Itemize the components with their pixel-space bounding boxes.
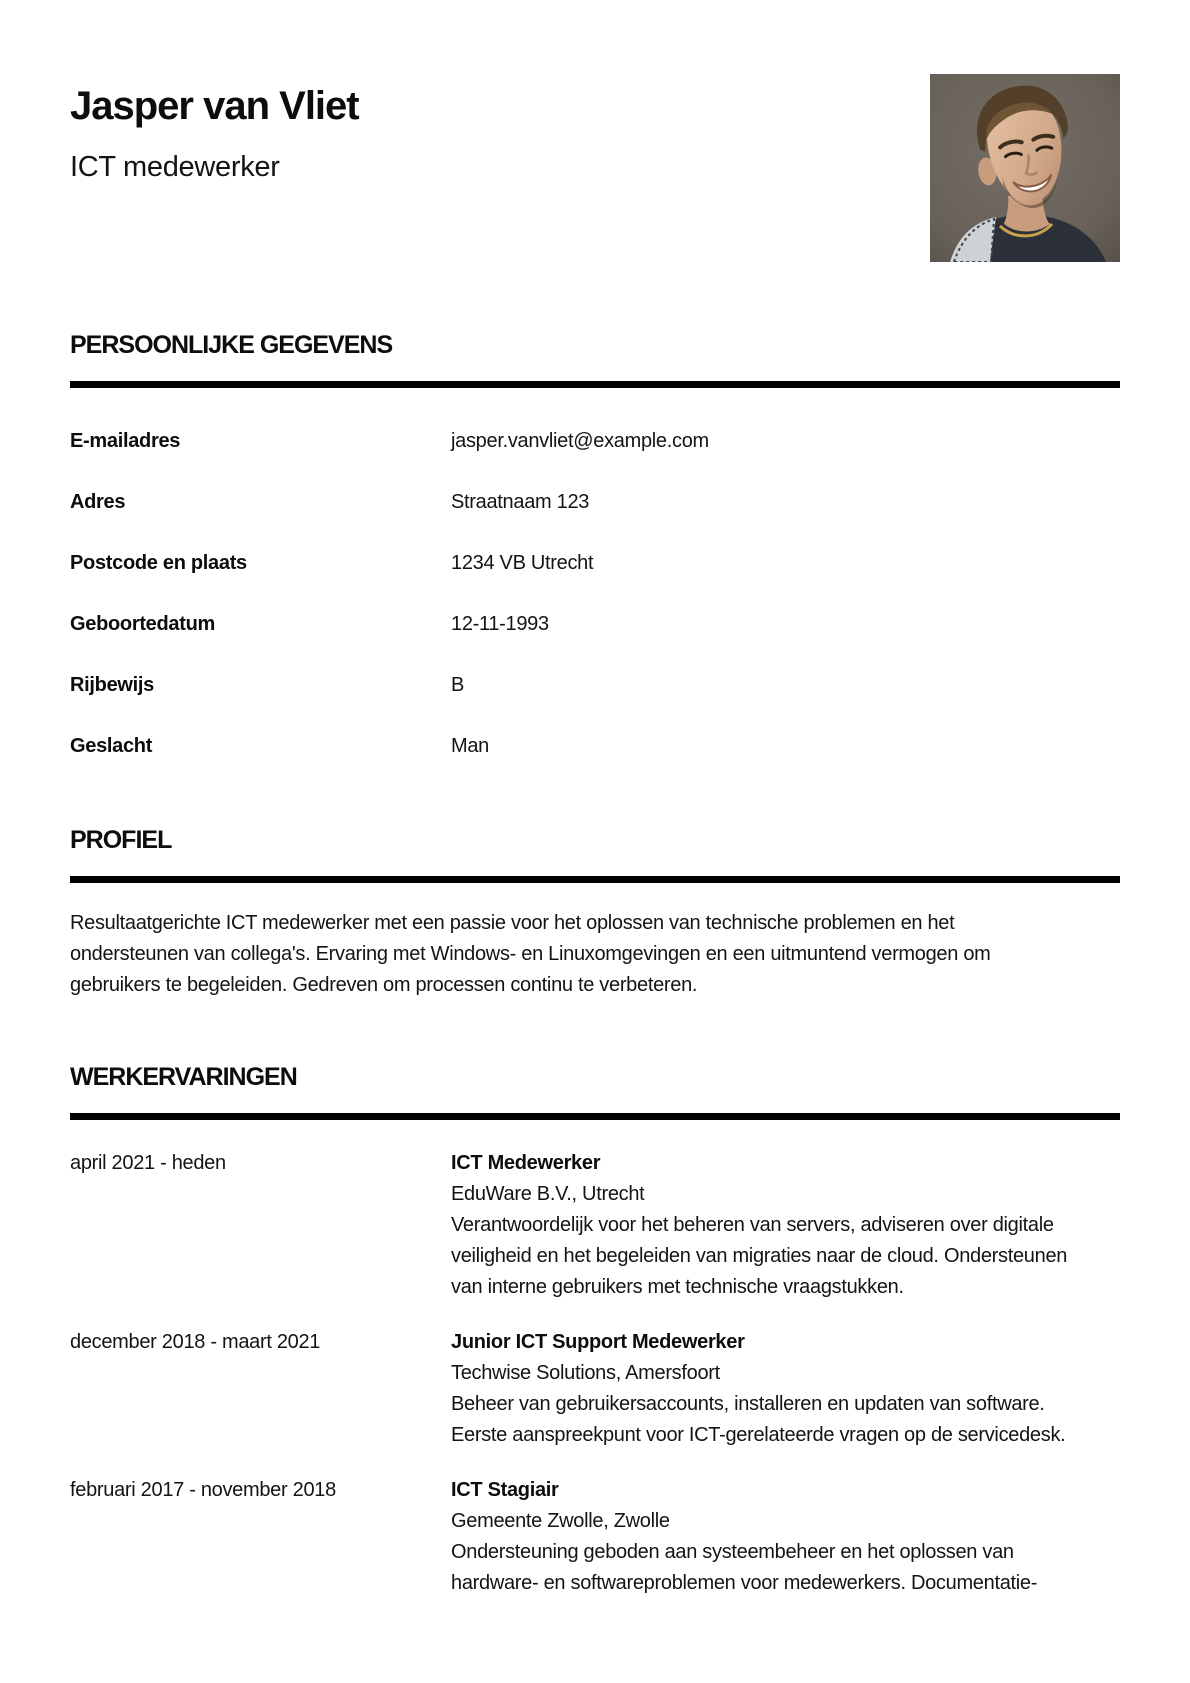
section-heading-profile: PROFIEL — [70, 826, 172, 854]
work-entry — [70, 1475, 1120, 1599]
work-details — [451, 1475, 1120, 1599]
work-company: Techwise Solutions, Amersfoort — [451, 1362, 720, 1384]
work-period: december 2018 - maart 2021 — [70, 1331, 321, 1353]
detail-label: E-mailadres — [70, 430, 181, 452]
detail-value: 12-11-1993 — [451, 613, 549, 635]
personal-details-list — [70, 429, 1120, 758]
portrait-photo — [930, 74, 1120, 262]
work-details — [451, 1148, 1120, 1303]
work-entry — [70, 1327, 1120, 1451]
section-rule — [70, 1113, 1120, 1120]
work-description — [451, 1389, 1120, 1451]
detail-label: Geslacht — [70, 735, 153, 757]
description-line: hardware- en softwareproblemen voor medewerkers. Documentatie- — [451, 1572, 1038, 1594]
work-period: april 2021 - heden — [70, 1152, 226, 1174]
work-entry — [70, 1148, 1120, 1303]
work-details — [451, 1327, 1120, 1451]
detail-value: 1234 VB Utrecht — [451, 552, 594, 574]
work-period: februari 2017 - november 2018 — [70, 1479, 336, 1501]
detail-row — [70, 673, 1120, 697]
work-company: EduWare B.V., Utrecht — [451, 1183, 645, 1205]
work-title: ICT Stagiair — [451, 1479, 559, 1501]
detail-value: jasper.vanvliet@example.com — [451, 430, 709, 452]
work-description — [451, 1210, 1120, 1303]
section-rule — [70, 876, 1120, 883]
detail-label: Adres — [70, 491, 126, 513]
detail-row — [70, 612, 1120, 636]
detail-value: Straatnaam 123 — [451, 491, 590, 513]
work-description — [451, 1537, 1120, 1599]
profile-line: ondersteunen van collega's. Ervaring met Windows- en Linuxomgevingen en een uitmuntend vermogen om — [70, 943, 991, 965]
work-company: Gemeente Zwolle, Zwolle — [451, 1510, 670, 1532]
description-line: van interne gebruikers met technische vraagstukken. — [451, 1276, 904, 1298]
description-line: Eerste aanspreekpunt voor ICT-gerelateerde vragen op de servicedesk. — [451, 1424, 1066, 1446]
section-rule — [70, 381, 1120, 388]
profile-paragraph — [70, 908, 1120, 1001]
work-title: Junior ICT Support Medewerker — [451, 1331, 745, 1353]
detail-label: Rijbewijs — [70, 674, 154, 696]
profile-line: Resultaatgerichte ICT medewerker met een passie voor het oplossen van technische problemen en het — [70, 912, 955, 934]
detail-value: Man — [451, 735, 490, 757]
work-title: ICT Medewerker — [451, 1152, 601, 1174]
work-experience-list — [70, 1148, 1120, 1599]
person-name: Jasper van Vliet — [70, 84, 359, 128]
detail-value: B — [451, 674, 465, 696]
section-heading-work: WERKERVARINGEN — [70, 1063, 297, 1091]
description-line: Beheer van gebruikersaccounts, installeren en updaten van software. — [451, 1393, 1045, 1415]
description-line: Ondersteuning geboden aan systeembeheer en het oplossen van — [451, 1541, 1014, 1563]
person-job-title: ICT medewerker — [70, 151, 280, 183]
detail-row — [70, 734, 1120, 758]
description-line: Verantwoordelijk voor het beheren van servers, adviseren over digitale — [451, 1214, 1054, 1236]
profile-line: gebruikers te begeleiden. Gedreven om processen continu te verbeteren. — [70, 974, 698, 996]
section-heading-personal: PERSOONLIJKE GEGEVENS — [70, 331, 393, 359]
detail-label: Postcode en plaats — [70, 552, 247, 574]
detail-row — [70, 490, 1120, 514]
detail-row — [70, 551, 1120, 575]
detail-label: Geboortedatum — [70, 613, 215, 635]
detail-row — [70, 429, 1120, 453]
description-line: veiligheid en het begeleiden van migraties naar de cloud. Ondersteunen — [451, 1245, 1068, 1267]
